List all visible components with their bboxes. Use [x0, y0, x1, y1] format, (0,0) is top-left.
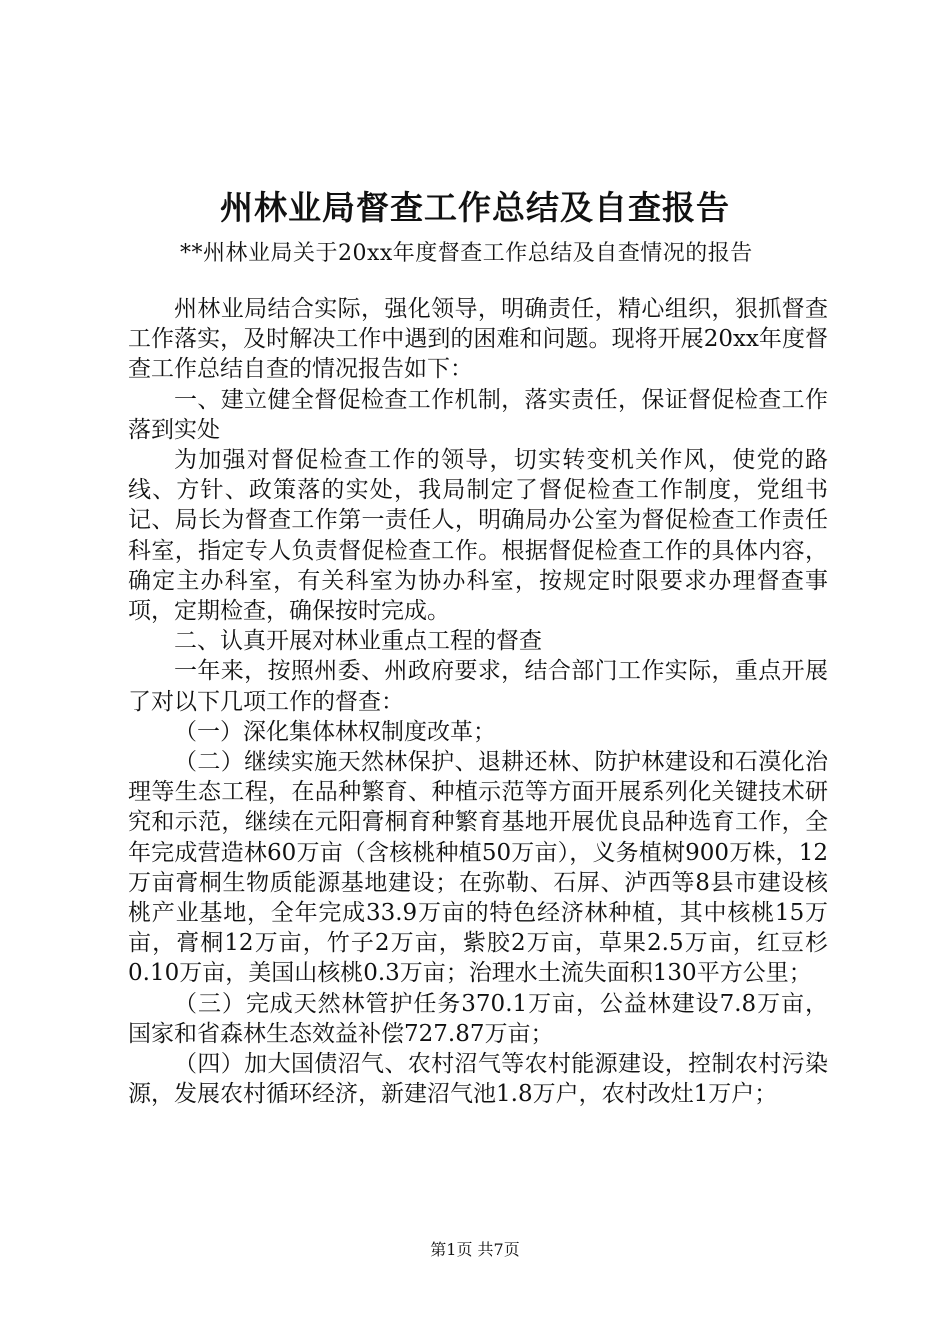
list-item-4: （四）加大国债沼气、农村沼气等农村能源建设，控制农村污染源，发展农村循环经济，新建沼气池1.8万户，农村改灶1万户；	[128, 1051, 828, 1108]
document-subtitle: **州林业局关于20xx年度督查工作总结及自查情况的报告	[180, 241, 753, 266]
document-title: 州林业局督查工作总结及自查报告	[220, 188, 730, 227]
paragraph-intro: 州林业局结合实际，强化领导，明确责任，精心组织，狠抓督查工作落实，及时解决工作中遇到的困难和问题。现将开展20xx年度督查工作总结自查的情况报告如下：	[128, 296, 828, 383]
section-heading-2: 二、认真开展对林业重点工程的督查	[174, 628, 542, 655]
document-body	[128, 294, 828, 1109]
page-number-footer: 第1页 共7页	[430, 1240, 520, 1259]
section-heading-1: 一、建立健全督促检查工作机制，落实责任，保证督促检查工作落到实处	[128, 386, 828, 443]
list-item-2: （二）继续实施天然林保护、退耕还林、防护林建设和石漠化治理等生态工程，在品种繁育、种植示范等方面开展系列化关键技术研究和示范，继续在元阳膏桐育种繁育基地开展优良品种选育工作，全年完成营造林60万亩（含核桃种植50万亩），义务植树900万株，12万亩膏桐生物质能源基地建设；在弥勒、石屏、泸西等8县市建设核桃产业基地，全年完成33.9万亩的特色经济林种植，其中核桃15万亩，膏桐12万亩，竹子2万亩，紫胶2万亩，草果2.5万亩，红豆杉0.10万亩，美国山核桃0.3万亩；治理水土流失面积130平方公里；	[128, 749, 828, 987]
list-item-3: （三）完成天然林管护任务370.1万亩，公益林建设7.8万亩，国家和省森林生态效益补偿727.87万亩；	[128, 990, 828, 1047]
paragraph-section-2: 一年来，按照州委、州政府要求，结合部门工作实际，重点开展了对以下几项工作的督查：	[128, 658, 828, 715]
list-item-1: （一）深化集体林权制度改革；	[174, 718, 496, 745]
paragraph-section-1: 为加强对督促检查工作的领导，切实转变机关作风，使党的路线、方针、政策落的实处，我局制定了督促检查工作制度，党组书记、局长为督查工作第一责任人，明确局办公室为督促检查工作责任科室，指定专人负责督促检查工作。根据督促检查工作的具体内容，确定主办科室，有关科室为协办科室，按规定时限要求办理督查事项，定期检查，确保按时完成。	[128, 447, 828, 625]
